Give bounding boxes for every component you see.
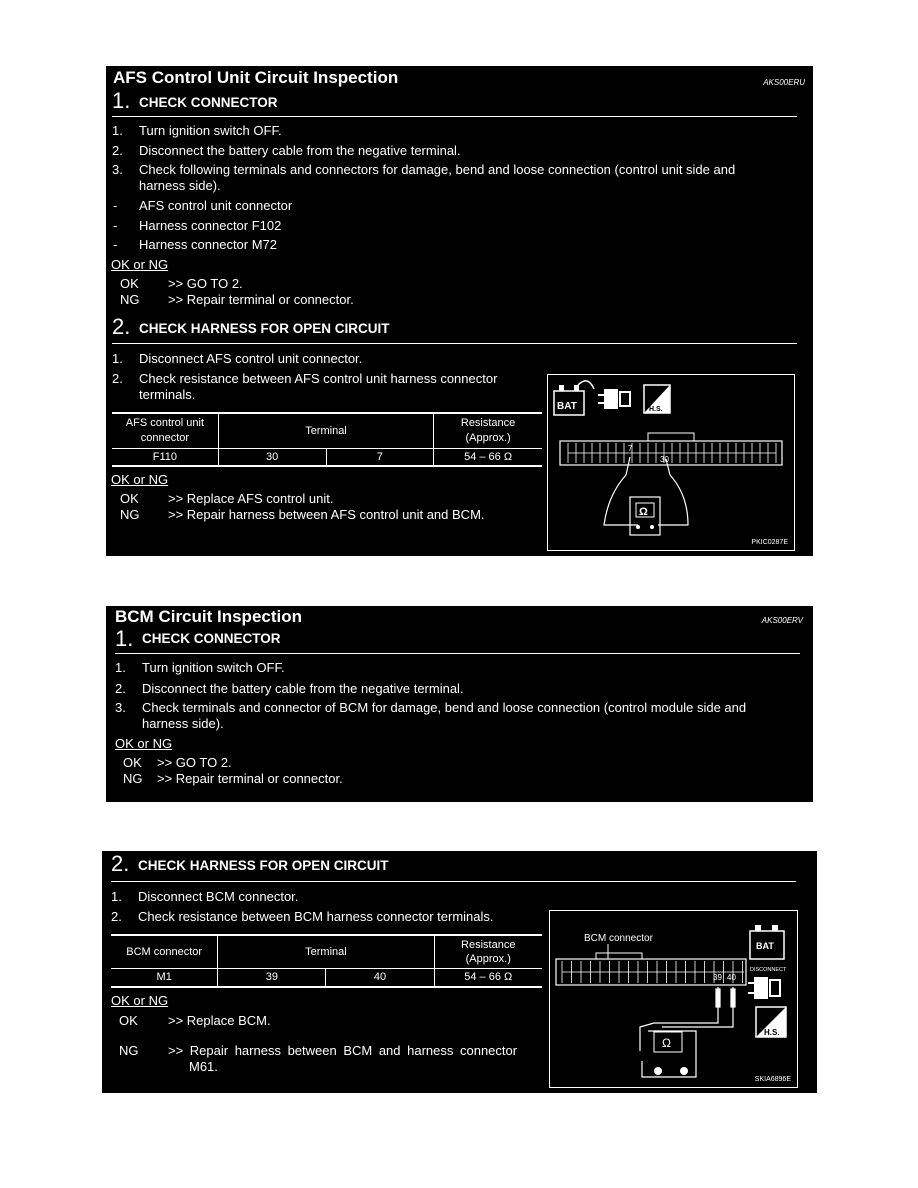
ok-ng-heading: OK or NG [111,472,169,487]
svg-text:40: 40 [727,973,736,982]
resistance-table [112,412,542,467]
list-marker: 2. [111,909,122,924]
list-item: AFS control unit connector [139,198,293,213]
bcm-wiring-figure [549,910,798,1088]
step-label: CHECK CONNECTOR [142,631,281,646]
result-key: OK [120,491,139,506]
result-key: OK [123,755,142,770]
table-header: AFS control unit connector [112,413,218,448]
disconnect-label: DISCONNECT [750,967,787,973]
table-header: BCM connector [111,935,218,968]
list-marker: 1. [115,660,126,675]
table-header: Resistance (Approx.) [434,935,542,968]
wiring-diagram [548,375,794,550]
ohmmeter-icon [642,1031,696,1077]
divider [111,881,796,882]
list-marker: 1. [112,351,123,366]
section-title: BCM Circuit Inspection [115,607,303,626]
result-value: >> GO TO 2. [157,755,232,770]
harness-side-icon [756,1007,786,1037]
svg-text:H.S.: H.S. [649,406,663,413]
list-marker: 1. [111,889,122,904]
list-item: Disconnect AFS control unit connector. [139,351,363,366]
afs-section [106,66,813,556]
svg-text:Ω: Ω [662,1036,671,1050]
result-key: NG [120,507,140,522]
result-value: >> Replace AFS control unit. [168,491,334,506]
result-value: >> Repair harness between AFS control unit and BCM. [168,507,485,522]
resistance-table [111,934,542,988]
result-value: >> GO TO 2. [168,276,243,291]
list-item: Harness connector M72 [139,237,278,252]
battery-icon [554,381,594,415]
disconnect-connector-icon [748,977,780,999]
section-code: AKS00ERV [761,616,803,625]
section-code: AKS00ERU [763,78,805,87]
table-cell: 40 [326,968,434,987]
bcm-harness-section [102,851,817,1093]
disconnect-connector-icon [598,389,630,409]
list-marker: - [113,218,118,233]
table-cell: M1 [111,968,218,987]
ok-ng-heading: OK or NG [111,257,169,272]
list-item: Check resistance between AFS control unit harness connector [139,371,498,386]
svg-text:BAT: BAT [756,941,774,951]
result-value: >> Repair terminal or connector. [157,771,343,786]
list-item: Check terminals and connector of BCM for damage, bend and loose connection (control module side and [142,700,747,715]
table-cell: 7 [326,448,434,466]
connector-terminal-block [556,953,746,985]
result-value: >> Replace BCM. [168,1013,271,1028]
list-item-cont: harness side). [139,178,221,193]
list-marker: 3. [115,700,126,715]
list-item: Turn ignition switch OFF. [139,123,282,138]
step-label: CHECK HARNESS FOR OPEN CIRCUIT [139,321,390,336]
table-header: Resistance (Approx.) [434,413,542,448]
table-cell: 30 [218,448,326,466]
list-marker: 2. [112,143,123,158]
list-item: Disconnect the battery cable from the negative terminal. [142,681,464,696]
ok-ng-heading: OK or NG [115,736,173,751]
result-value: >> Repair harness between BCM and harness connector [168,1043,518,1058]
list-item-cont: harness side). [142,716,224,731]
result-value: >> Repair terminal or connector. [168,292,354,307]
result-value-cont: M61. [189,1059,218,1074]
ok-ng-heading: OK or NG [111,993,169,1008]
list-item: Disconnect BCM connector. [138,889,299,904]
list-item: Check resistance between BCM harness connector terminals. [138,909,494,924]
connector-terminal-block [560,433,782,465]
list-marker: 2. [112,371,123,386]
table-cell: F110 [112,448,218,466]
harness-side-icon [644,385,670,413]
result-key: OK [119,1013,138,1028]
svg-text:30: 30 [660,455,669,464]
list-marker: 2. [115,681,126,696]
list-marker: 3. [112,162,123,177]
connector-label: BCM connector [584,933,653,944]
result-key: NG [119,1043,139,1058]
battery-icon [750,925,784,959]
table-header: Terminal [218,413,433,448]
result-key: OK [120,276,139,291]
ohmmeter-icon [630,497,660,535]
step-number: 1. [115,626,134,651]
bcm-section [106,606,813,802]
step-label: CHECK CONNECTOR [139,95,278,110]
figure-code: SKIA6896E [754,1076,791,1083]
svg-text:39: 39 [713,973,722,982]
list-item-cont: terminals. [139,387,196,402]
afs-wiring-figure [547,374,795,551]
step-label: CHECK HARNESS FOR OPEN CIRCUIT [138,858,389,873]
table-cell: 54 – 66 Ω [434,968,542,987]
step-number: 2. [112,314,131,339]
table-cell: 39 [218,968,326,987]
svg-text:Ω: Ω [639,506,648,518]
list-item: Check following terminals and connectors for damage, bend and loose connection (control unit side and [139,162,736,177]
divider [112,116,797,117]
step-number: 2. [111,851,130,876]
list-item: Harness connector F102 [139,218,282,233]
list-marker: - [113,237,118,252]
list-marker: - [113,198,118,213]
table-header: Terminal [218,935,434,968]
svg-text:H.S.: H.S. [764,1028,780,1037]
divider [115,653,800,654]
wiring-diagram [550,911,797,1087]
figure-code: PKIC0287E [751,539,788,546]
section-title: AFS Control Unit Circuit Inspection [113,68,399,87]
result-key: NG [123,771,143,786]
table-cell: 54 – 66 Ω [434,448,542,466]
svg-text:7: 7 [628,444,633,453]
divider [112,343,797,344]
step-number: 1. [112,88,131,113]
list-marker: 1. [112,123,123,138]
list-item: Turn ignition switch OFF. [142,660,285,675]
result-key: NG [120,292,140,307]
list-item: Disconnect the battery cable from the negative terminal. [139,143,461,158]
svg-text:BAT: BAT [557,401,577,412]
